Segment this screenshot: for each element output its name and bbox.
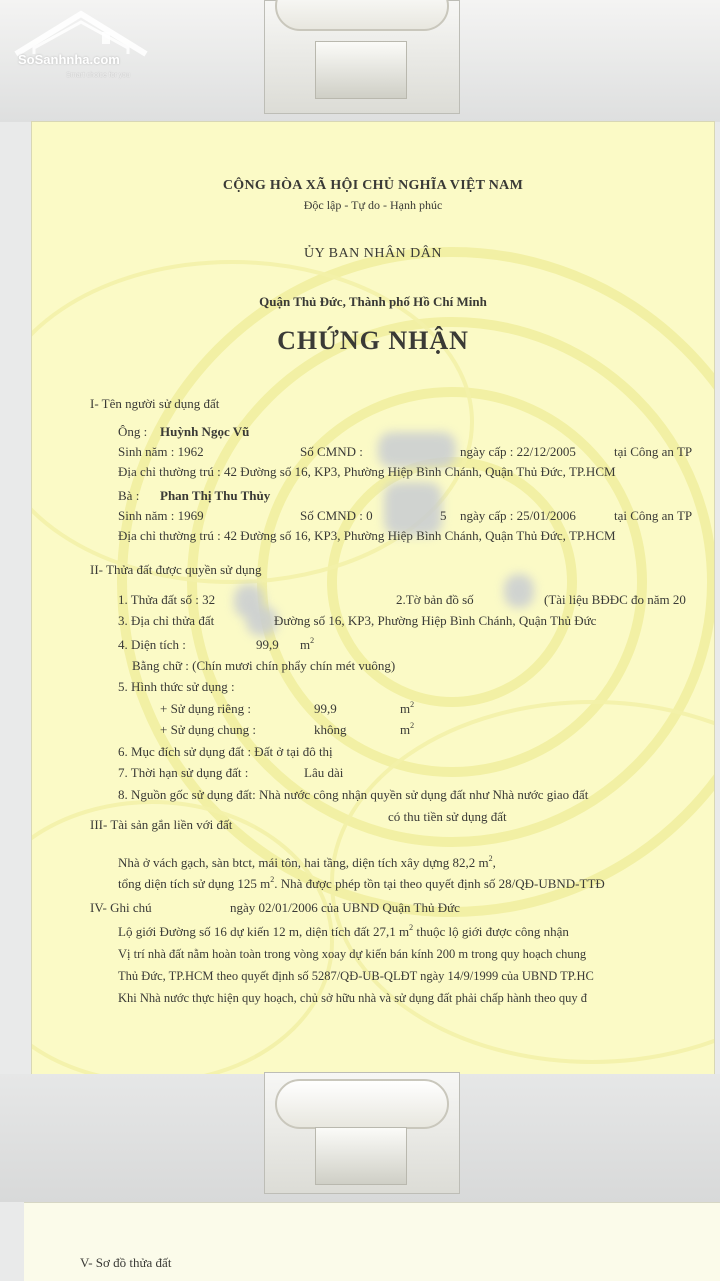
certificate-page [32,122,714,1074]
area-in-words: Bằng chữ : (Chín mươi chín phẩy chín mét vuông) [132,658,396,673]
person2-issue-date: ngày cấp : 25/01/2006 [460,508,576,523]
land-origin: 8. Nguồn gốc sử dụng đất: Nhà nước công nhận quyền sử dụng đất như Nhà nước giao đất [118,787,589,802]
note-2: Vị trí nhà đất nằm hoàn toàn trong vòng xoay dự kiến bán kính 200 m trong quy hoạch chung [118,947,587,961]
watermark-brand: SoSanhnha.com [18,52,120,67]
person2-id-tail: 5 [440,508,447,523]
person1-id-label: Số CMND : [300,444,363,459]
note-1: Lộ giới Đường số 16 dự kiến 12 m, diện tích đất 27,1 $m^2$ thuộc lộ giới được công nhận [118,923,569,939]
section2-heading: II- Thửa đất được quyền sử dụng [90,562,262,577]
shared-use-unit: $m^2$ [400,721,415,737]
person2-name: Phan Thị Thu Thủy [160,488,271,503]
land-purpose: 6. Mục đích sử dụng đất : Đất ở tại đô thị [118,744,333,759]
term-value: Lâu dài [304,765,344,780]
section3-heading: III- Tài sản gắn liền với đất [90,817,233,832]
district-heading: Quận Thủ Đức, Thành phố Hồ Chí Minh [259,294,487,309]
survey-source: (Tài liệu BĐĐC đo năm 20 [544,592,686,607]
committee-heading: ỦY BAN NHÂN DÂN [303,246,443,261]
asset-line-3: ngày 02/01/2006 của UBND Quận Thủ Đức [230,900,460,915]
shared-use-value: không [314,722,347,737]
redacted-id-1 [378,432,456,468]
person1-label: Ông : [118,424,148,439]
note-4: Khi Nhà nước thực hiện quy hoạch, chủ sở hữu nhà và sử dụng đất phải chấp hành theo quy đ [118,991,588,1005]
person1-address: Địa chỉ thường trú : 42 Đường số 16, KP3, Phường Hiệp Bình Chánh, Quận Thủ Đức, TP.HCM [118,464,616,479]
person2-id-label: Số CMND : 0 [300,508,373,523]
parcel-address-value: Đường số 16, KP3, Phường Hiệp Bình Chánh, Quận Thủ Đức [274,613,597,628]
watermark-house-icon [6,8,156,80]
usage-form-label: 5. Hình thức sử dụng : [118,679,235,694]
private-use-unit: $m^2$ [400,700,415,716]
asset-line-2: tổng diện tích sử dụng 125 $m^2$. Nhà được phép tồn tại theo quyết định số 28/QĐ-UBND-TTĐ [118,875,605,891]
next-page [24,1202,720,1281]
section1-heading: I- Tên người sử dụng đất [90,396,220,411]
area-unit: $m^2$ [300,636,315,652]
area-label: 4. Diện tích : [118,637,186,652]
note-3: Thủ Đức, TP.HCM theo quyết định số 5287/QĐ-UB-QLĐT ngày 14/9/1999 của UBND TP.HC [118,969,594,983]
person2-birth: Sinh năm : 1969 [118,508,204,523]
watermark-tagline: Smart choice for you [66,72,131,79]
shared-use-label: + Sử dụng chung : [160,722,256,737]
person1-birth: Sinh năm : 1962 [118,444,204,459]
parcel-address-label: 3. Địa chỉ thửa đất [118,613,215,628]
person1-issue-date: ngày cấp : 22/12/2005 [460,444,576,459]
motto: Độc lập - Tự do - Hạnh phúc [303,198,443,212]
area-value: 99,9 [256,637,279,652]
person2-label: Bà : [118,488,140,503]
private-use-value: 99,9 [314,701,337,716]
person1-name: Huỳnh Ngọc Vũ [160,424,250,439]
section4-heading: IV- Ghi chú [90,900,152,915]
person2-address: Địa chỉ thường trú : 42 Đường số 16, KP3, Phường Hiệp Bình Chánh, Quận Thủ Đức, TP.HCM [118,528,616,543]
binder-clip-top [264,0,460,114]
private-use-label: + Sử dụng riêng : [160,701,251,716]
asset-line-1: Nhà ở vách gạch, sàn btct, mái tôn, hai tầng, diện tích xây dựng 82,2 $m^2$, [118,854,496,870]
nation-heading: CỘNG HÒA XÃ HỘI CHỦ NGHĨA VIỆT NAM [222,178,524,193]
person2-issuer: tại Công an TP [614,508,693,523]
land-origin-continued: có thu tiền sử dụng đất [388,809,507,824]
binder-clip-bottom [264,1072,460,1194]
term-label: 7. Thời hạn sử dụng đất : [118,765,249,780]
person1-issuer: tại Công an TP [614,444,693,459]
section5-heading: V- Sơ đồ thửa đất [80,1255,172,1270]
redacted-map-sheet [504,574,534,608]
map-sheet-label: 2.Tờ bản đồ số [396,592,474,607]
certificate-title: CHỨNG NHẬN [277,326,469,355]
parcel-number: 1. Thửa đất số : 32 [118,592,216,607]
